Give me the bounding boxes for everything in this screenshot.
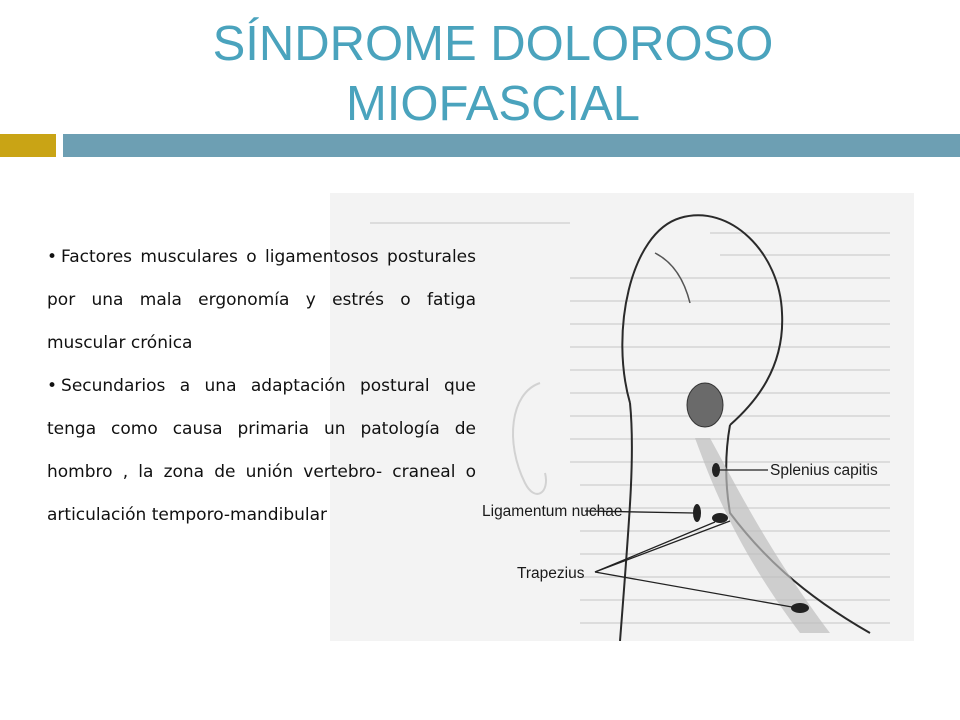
faint-ear-outline (513, 383, 546, 494)
title-line-1: SÍNDROME DOLOROSO (212, 17, 774, 71)
slide-title (0, 14, 960, 134)
label-splenius-capitis: Splenius capitis (770, 462, 878, 479)
title-line-2: MIOFASCIAL (345, 77, 641, 131)
label-ligamentum-nuchae: Ligamentum nuchae (482, 503, 623, 520)
bullet-item-2: • Secundarios a una adaptación postural que tenga como causa primaria un patología de hombro , la zona de unión vertebro- craneal o articulación temporo-mandibular (47, 365, 476, 537)
accent-bar-blue (63, 134, 960, 157)
bullet-item-1: • Factores musculares o ligamentosos posturales por una mala ergonomía y estrés o fatiga muscular crónica (47, 236, 476, 365)
leader-trapezius-b (595, 522, 715, 572)
label-trapezius: Trapezius (517, 565, 585, 582)
trigger-point-nuchae (693, 504, 701, 522)
leader-trapezius-a (595, 521, 730, 572)
accent-bar-gold (0, 134, 56, 157)
trigger-point-trapezius-1 (712, 513, 728, 523)
bullet-list (47, 236, 476, 537)
trigger-point-trapezius-2 (791, 603, 809, 613)
trigger-zone-hatched (687, 383, 723, 427)
